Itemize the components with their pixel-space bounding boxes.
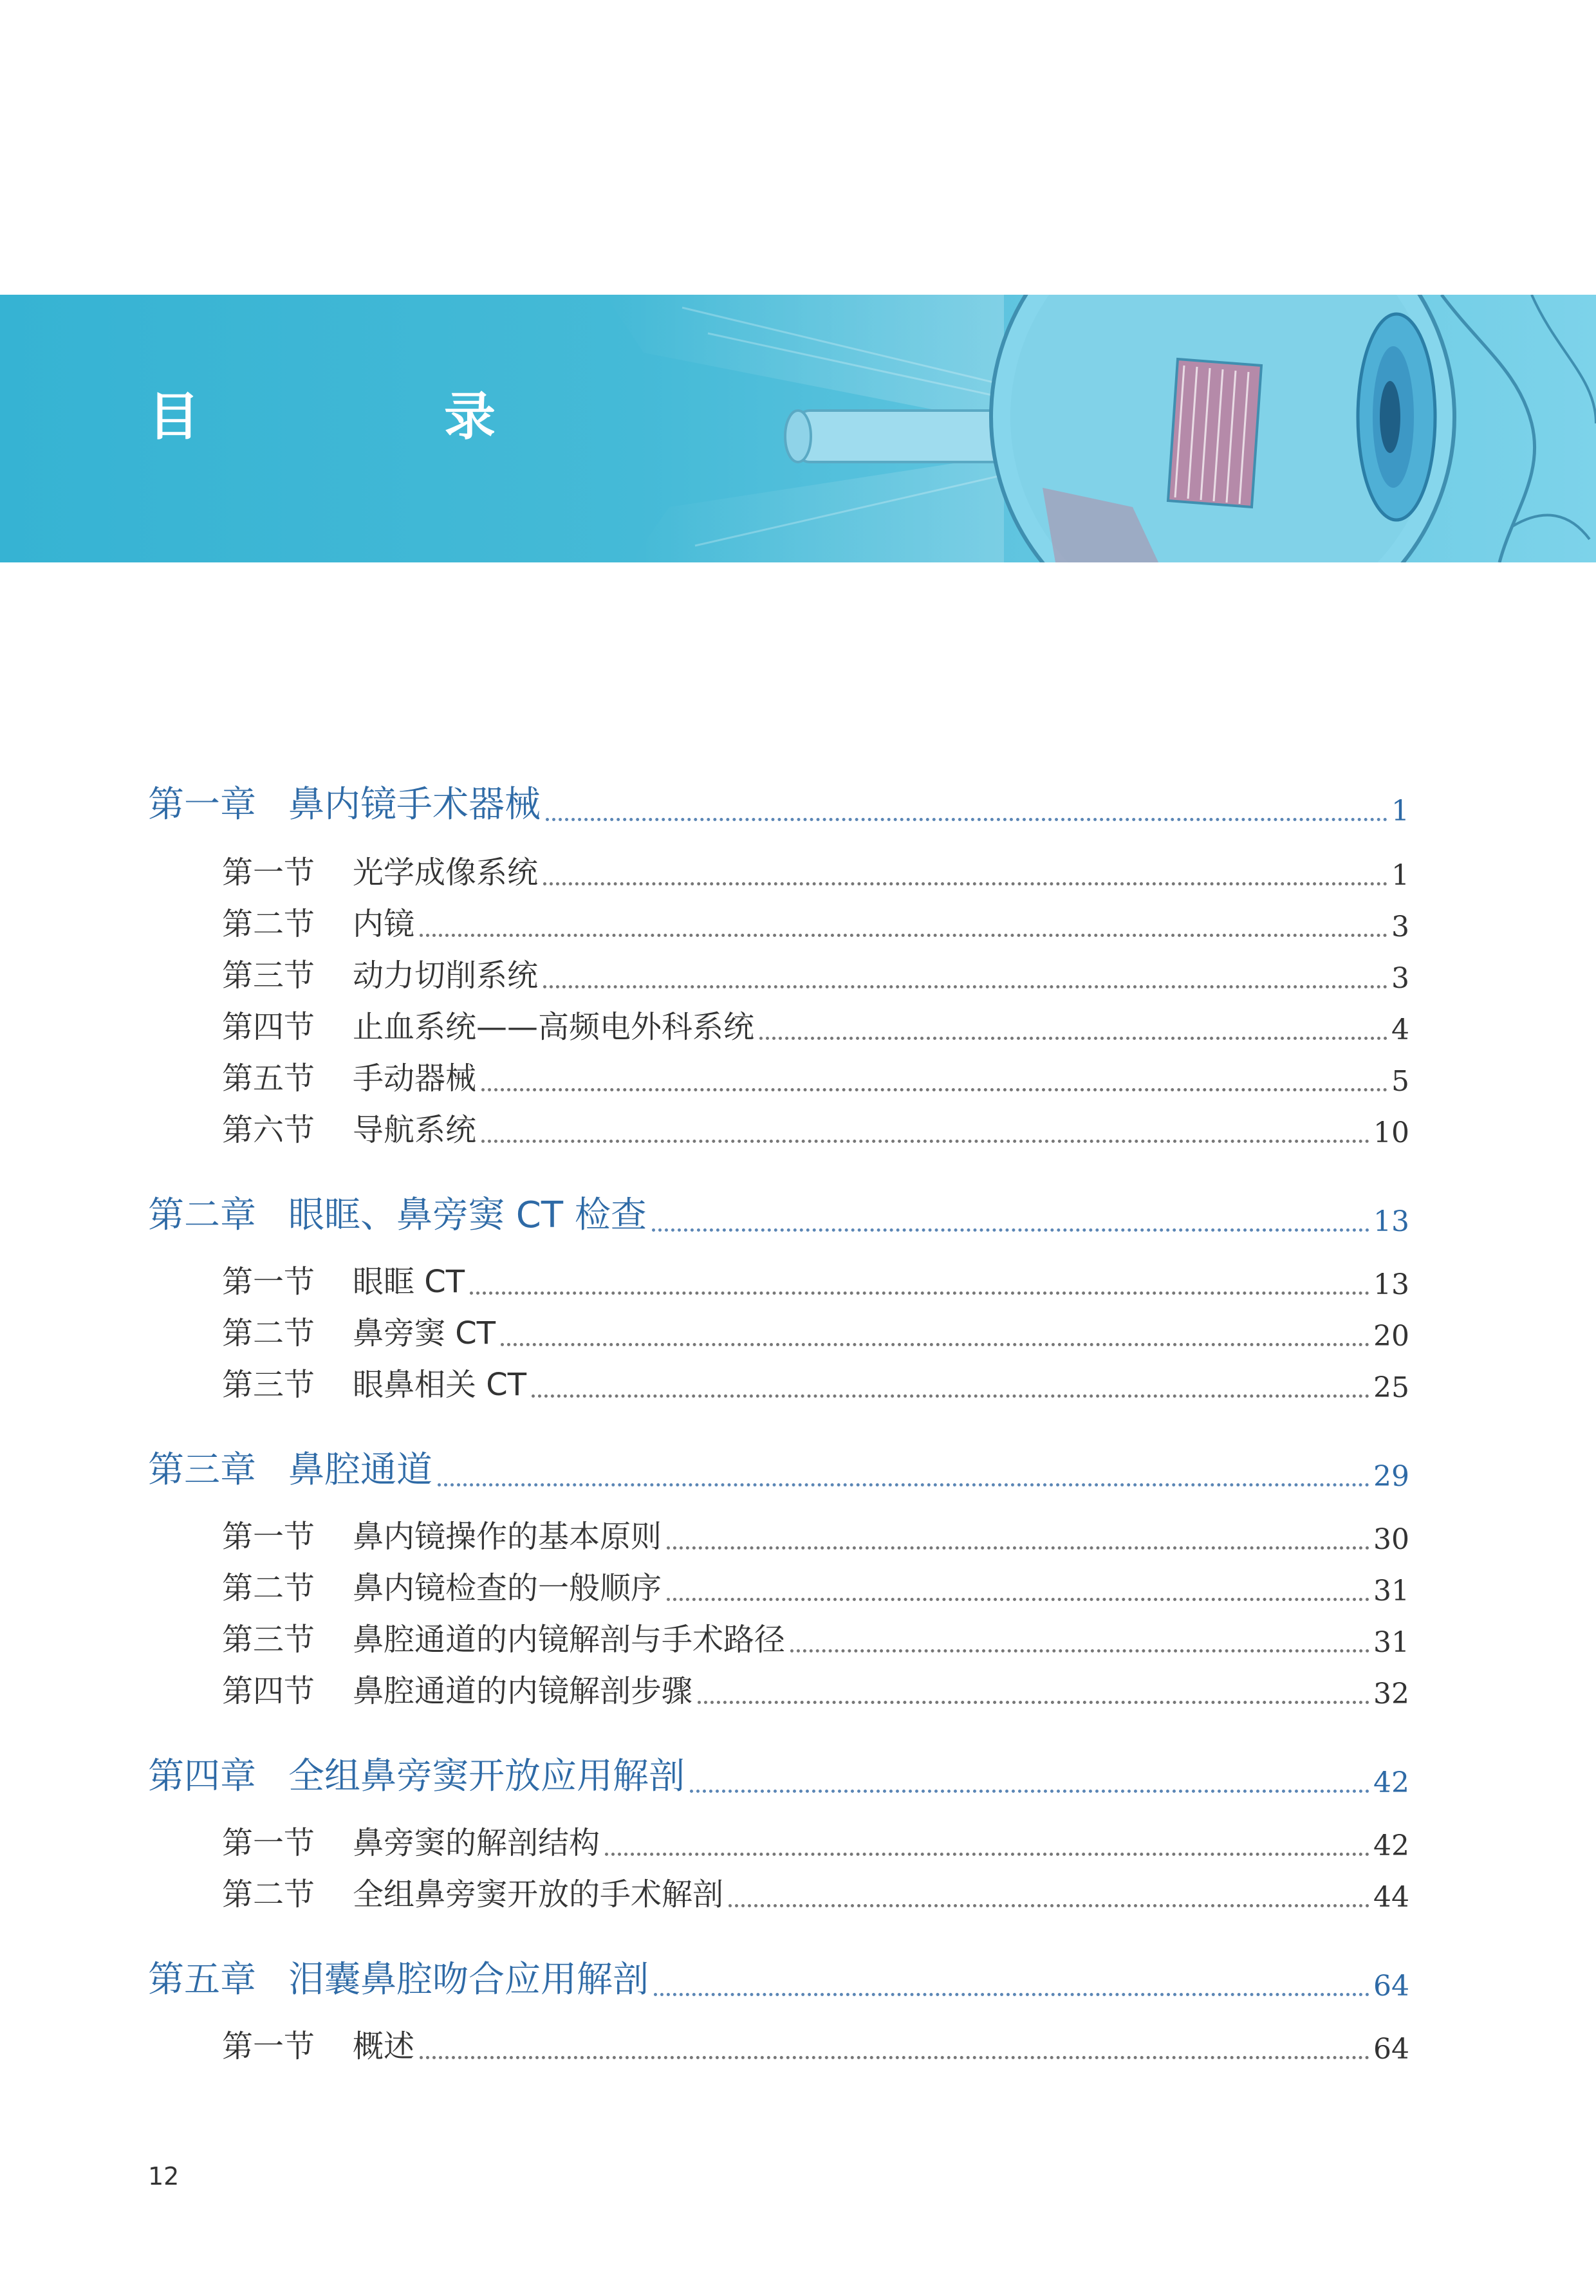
dot-leader xyxy=(543,882,1387,885)
page-number: 44 xyxy=(1373,1881,1409,1914)
page-number: 30 xyxy=(1373,1523,1409,1556)
section-title: 鼻内镜检查的一般顺序 xyxy=(353,1570,662,1606)
section-title: 概述 xyxy=(353,2028,415,2064)
dot-leader xyxy=(420,2056,1369,2059)
chapter-number: 第五章 xyxy=(148,1959,256,2001)
page-number: 13 xyxy=(1373,1205,1409,1238)
toc-chapter-entry[interactable] xyxy=(148,1959,1409,2003)
page-number: 64 xyxy=(1373,1970,1409,2003)
toc-section-entry[interactable] xyxy=(222,1822,1409,1862)
toc-section-entry[interactable] xyxy=(222,2026,1409,2066)
section-number: 第一节 xyxy=(222,1264,315,1300)
section-title: 鼻腔通道的内镜解剖步骤 xyxy=(353,1673,693,1709)
section-title: 内镜 xyxy=(353,906,415,942)
section-number: 第二节 xyxy=(222,906,315,942)
chapter-number: 第四章 xyxy=(148,1755,256,1797)
page-number: 1 xyxy=(1391,795,1409,828)
section-title: 鼻腔通道的内镜解剖与手术路径 xyxy=(353,1622,786,1658)
section-number: 第四节 xyxy=(222,1673,315,1709)
chapter-title: 全组鼻旁窦开放应用解剖 xyxy=(288,1755,685,1797)
toc-section-entry[interactable] xyxy=(222,1261,1409,1301)
page-number: 25 xyxy=(1373,1371,1409,1404)
toc-section-entry[interactable] xyxy=(222,1058,1409,1098)
page-number: 31 xyxy=(1373,1626,1409,1659)
dot-leader xyxy=(470,1292,1369,1295)
section-title: 手动器械 xyxy=(353,1060,477,1097)
dot-leader xyxy=(420,934,1387,937)
section-title: 眼眶 CT xyxy=(353,1264,465,1300)
dot-leader xyxy=(652,1228,1369,1232)
section-number: 第二节 xyxy=(222,1876,315,1912)
dot-leader xyxy=(728,1904,1369,1907)
page-number: 1 xyxy=(1391,859,1409,892)
page-number: 13 xyxy=(1373,1268,1409,1301)
section-title: 鼻内镜操作的基本原则 xyxy=(353,1519,662,1555)
dot-leader xyxy=(546,818,1387,821)
page-number: 3 xyxy=(1391,911,1409,943)
page-number: 5 xyxy=(1391,1065,1409,1098)
page-number: 20 xyxy=(1373,1320,1409,1353)
toc-section-entry[interactable] xyxy=(222,1364,1409,1404)
folio-page-number: 12 xyxy=(148,2162,180,2190)
section-title: 光学成像系统 xyxy=(353,855,539,891)
toc-chapter-entry[interactable] xyxy=(148,1194,1409,1238)
page-title: 目 录 xyxy=(148,387,592,447)
page-number: 32 xyxy=(1373,1678,1409,1710)
section-number: 第六节 xyxy=(222,1112,315,1148)
dot-leader xyxy=(481,1088,1387,1091)
chapter-number: 第一章 xyxy=(148,784,256,826)
chapter-number: 第三章 xyxy=(148,1449,256,1491)
section-number: 第二节 xyxy=(222,1570,315,1606)
section-number: 第一节 xyxy=(222,2028,315,2064)
dot-leader xyxy=(543,985,1387,988)
toc-section-entry[interactable] xyxy=(222,1006,1409,1046)
toc-chapter-entry[interactable] xyxy=(148,784,1409,828)
section-number: 第三节 xyxy=(222,958,315,994)
toc-section-entry[interactable] xyxy=(222,955,1409,995)
toc-section-entry[interactable] xyxy=(222,1874,1409,1914)
page-number: 4 xyxy=(1391,1014,1409,1046)
dot-leader xyxy=(790,1649,1369,1653)
dot-leader xyxy=(667,1598,1369,1601)
page-number: 42 xyxy=(1373,1829,1409,1862)
dot-leader xyxy=(501,1343,1369,1346)
toc-section-entry[interactable] xyxy=(222,852,1409,892)
section-number: 第三节 xyxy=(222,1367,315,1403)
page-number: 64 xyxy=(1373,2033,1409,2066)
dot-leader xyxy=(481,1140,1369,1143)
dot-leader xyxy=(532,1394,1369,1398)
toc-chapter-entry[interactable] xyxy=(148,1449,1409,1493)
section-title: 鼻旁窦的解剖结构 xyxy=(353,1825,600,1861)
section-number: 第一节 xyxy=(222,855,315,891)
section-title: 眼鼻相关 CT xyxy=(353,1367,527,1403)
section-title: 止血系统——高频电外科系统 xyxy=(353,1009,755,1045)
section-number: 第三节 xyxy=(222,1622,315,1658)
toc-section-entry[interactable] xyxy=(222,903,1409,943)
chapter-title: 眼眶、鼻旁窦 CT 检查 xyxy=(288,1194,647,1236)
toc-section-entry[interactable] xyxy=(222,1568,1409,1607)
toc-section-entry[interactable] xyxy=(222,1671,1409,1710)
section-title: 鼻旁窦 CT xyxy=(353,1315,496,1351)
chapter-title: 鼻腔通道 xyxy=(288,1449,432,1491)
section-title: 全组鼻旁窦开放的手术解剖 xyxy=(353,1876,724,1912)
page-number: 29 xyxy=(1373,1460,1409,1493)
dot-leader xyxy=(667,1546,1369,1550)
dot-leader xyxy=(438,1483,1369,1486)
page-number: 3 xyxy=(1391,962,1409,995)
chapter-number: 第二章 xyxy=(148,1194,256,1236)
page-number: 42 xyxy=(1373,1766,1409,1799)
section-title: 动力切削系统 xyxy=(353,958,539,994)
page-number: 31 xyxy=(1373,1575,1409,1607)
toc-chapter-entry[interactable] xyxy=(148,1755,1409,1799)
section-number: 第五节 xyxy=(222,1060,315,1097)
toc-section-entry[interactable] xyxy=(222,1516,1409,1556)
dot-leader xyxy=(759,1037,1387,1040)
section-number: 第四节 xyxy=(222,1009,315,1045)
toc-section-entry[interactable] xyxy=(222,1313,1409,1353)
dot-leader xyxy=(654,1993,1369,1996)
chapter-title: 泪囊鼻腔吻合应用解剖 xyxy=(288,1959,649,2001)
section-title: 导航系统 xyxy=(353,1112,477,1148)
section-number: 第二节 xyxy=(222,1315,315,1351)
dot-leader xyxy=(605,1853,1369,1856)
dot-leader xyxy=(698,1701,1369,1704)
page-number: 10 xyxy=(1373,1116,1409,1149)
section-number: 第一节 xyxy=(222,1825,315,1861)
section-number: 第一节 xyxy=(222,1519,315,1555)
toc-section-entry[interactable] xyxy=(222,1109,1409,1149)
chapter-title: 鼻内镜手术器械 xyxy=(288,784,541,826)
toc-section-entry[interactable] xyxy=(222,1619,1409,1659)
dot-leader xyxy=(690,1790,1369,1793)
